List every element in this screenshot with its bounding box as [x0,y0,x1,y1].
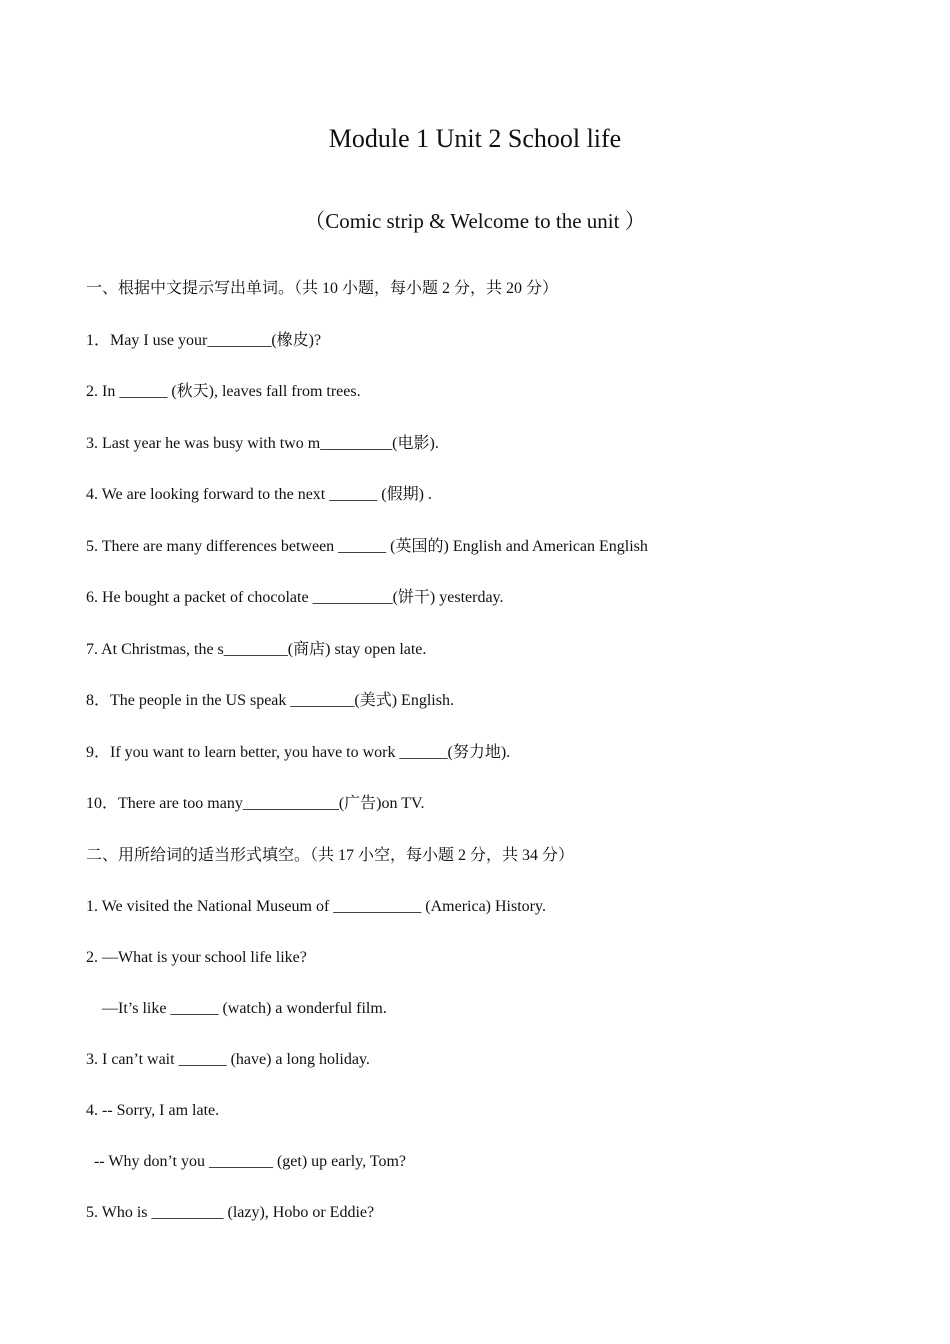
question-line: 2. In ______ (秋天), leaves fall from trees. [86,383,361,400]
question-line: —It’s like ______ (watch) a wonderful film. [86,1000,387,1017]
question-line: 8．The people in the US speak ________(美式) English. [86,692,454,709]
question-line: 4. We are looking forward to the next ______ (假期) . [86,486,432,503]
section-1-heading: 一、根据中文提示写出单词。（共 10 小题，每小题 2 分，共 20 分） [86,280,559,297]
question-line: 4. -- Sorry, I am late. [86,1102,220,1119]
question-line: 1．May I use your________(橡皮)? [86,332,322,349]
question-line: 3. I can’t wait ______ (have) a long holiday. [86,1051,370,1068]
page-title: Module 1 Unit 2 School life [328,124,622,153]
question-line: 5. Who is _________ (lazy), Hobo or Eddie? [86,1204,375,1221]
question-line: 3. Last year he was busy with two m_________(电影). [86,435,439,452]
question-line: 9．If you want to learn better, you have to work ______(努力地). [86,744,511,761]
question-line: -- Why don’t you ________ (get) up early, Tom? [86,1153,407,1170]
question-line: 10．There are too many____________(广告)on TV. [86,795,425,812]
page-subtitle: （Comic strip & Welcome to the unit ） [304,209,646,233]
question-line: 6. He bought a packet of chocolate __________(饼干) yesterday. [86,589,504,606]
section-2-heading: 二、用所给词的适当形式填空。（共 17 小空，每小题 2 分，共 34 分） [86,847,575,864]
question-line: 2. —What is your school life like? [86,949,307,966]
question-line: 5. There are many differences between ______ (英国的) English and American English [86,538,648,555]
question-line: 1. We visited the National Museum of ___________ (America) History. [86,898,546,915]
question-line: 7. At Christmas, the s________(商店) stay open late. [86,641,427,658]
